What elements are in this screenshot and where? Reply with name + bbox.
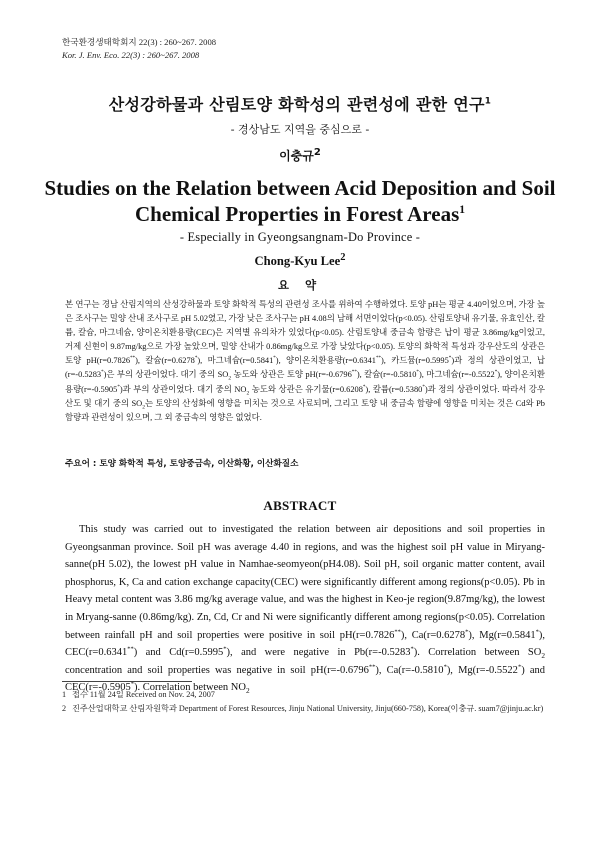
text-run: ), and were negative in Pb(r=-0.5283: [226, 647, 411, 659]
significance-mark: *: [494, 370, 498, 376]
significance-mark: *: [410, 645, 414, 653]
text-run: 본 연구는 경남 산림지역의 산성강하물과 토양 화학적 특성의 관련성 조사를 위하여 수행하였다. 토양 pH는 평균 4.40이었으며, 가장 높은 조사구는 밀양 산내 조사구로 pH 5.02였고, 가장 낮은 조사구는 pH 4.08의 남해 서면이었다(p<0.05). 산림토양내 유기물, 유효인산, 칼륨, 칼슘, 마그네슘, 양이온치환용량(CEC)은 지역별 유의차가 있었다(p<0.05). 산림토양내 중금속 함량은 납이 평균 3.86mg/kg이었고, 거제 신현이 9.87mg/kg으로 가장 높았으며, 밀양 산내가 0.86mg/kg으로 가장 낮았다(p<0.05). 토양의 화학적 특성과 강우산도의 상관은 토양 pH(r=0.7826: [65, 300, 545, 366]
text-run: ), Ca(r=-0.5810: [375, 664, 444, 676]
text-run: 농도와 상관은 유기물(r=0.6208: [249, 384, 363, 394]
text-run: ) and Cd(r=0.5995: [133, 647, 224, 659]
significance-mark: *: [422, 384, 425, 390]
text-run: )과 정의 상관이었다. 따라서 강우산도 및 대기 중의 SO: [65, 384, 545, 408]
english-abstract-body: [65, 521, 545, 697]
english-title: [0, 175, 600, 227]
text-run: )과 정의 상관이었고, 납(r=-0.5283: [65, 356, 545, 380]
text-run: ), 카드뮴(r=0.5995: [380, 356, 449, 366]
text-run: ), 양이온치환용량(r=0.6341: [275, 356, 376, 366]
significance-mark: *: [535, 628, 539, 636]
significance-mark: *: [517, 663, 522, 671]
english-abstract-heading: ABSTRACT: [263, 498, 337, 513]
korean-author: [0, 147, 600, 164]
korean-subtitle: - 경상남도 지역을 중심으로 -: [230, 123, 370, 136]
text-run: ), 양이온치환용량(r=-0.5905: [65, 370, 545, 394]
footnote-2: [62, 703, 547, 715]
text-run: )은 부의 상관이었다. 대기 중의 SO: [103, 370, 229, 380]
text-run: ), 마그네슘(r=-0.5522: [418, 370, 495, 380]
text-run: ), Mg(r=0.5841: [468, 629, 536, 641]
significance-mark: *: [273, 356, 276, 362]
keywords: 주요어 : 토양 화학적 특성, 토양중금속, 이산화황, 이산화질소: [65, 459, 299, 469]
significance-mark: **: [375, 356, 381, 362]
english-title-line-2-text: Chemical Properties in Forest Areas: [134, 202, 460, 226]
significance-mark: *: [130, 680, 134, 688]
footnote-1: [62, 689, 547, 701]
text-run: This study was carried out to investigated the relation between air depositions and soil properties in Gyeongsanman province. Soil pH was average 4.40 in regions, and was the highest soil pH value in Miryang-sanne(pH 5.02), the lowest pH value in Namhae-seomyeon(pH4.08). Soil pH, soil organic matter content, avail phosphorus, K, Ca and cation exchange capacity(CEC) were significantly different among regions(p<0.05). Pb in Heavy metal content was 3.86 mg/kg average value, and was the highest in Keo-je region(9.87mg/kg), the lowest in Mryang-sanne (0.86mg/kg). Zn, Cd, Cr and Ni were significantly different among regions(p<0.05). Correlation between rainfall pH and soil properties were positive in soil pH(r=0.7826: [65, 524, 545, 641]
significance-mark: **: [130, 356, 136, 362]
journal-citation-english: Kor. J. Env. Eco. 22(3) : 260~267. 2008: [62, 49, 200, 60]
journal-header: [62, 36, 216, 61]
footnote-2-number: 2: [62, 704, 67, 713]
journal-citation-korean: 한국환경생태학회지 22(3) : 260~267. 2008: [62, 37, 217, 47]
english-title-footnote-mark[interactable]: 1: [459, 204, 466, 216]
english-subtitle: - Especially in Gyeongsangnam-Do Province -: [179, 230, 421, 244]
text-run: ), 마그네슘(r=0.5841: [197, 356, 274, 366]
korean-title-text: 산성강하물과 산림토양 화학성의 관련성에 관한 연구: [108, 95, 485, 114]
text-run: ), Mg(r=-0.5522: [446, 664, 518, 676]
significance-mark: *: [101, 370, 104, 376]
text-run: ), 칼슘(r=-0.5810: [356, 370, 417, 380]
significance-mark: **: [127, 645, 134, 653]
text-run: ), CEC(r=0.6341: [65, 629, 546, 659]
english-author: [0, 252, 600, 269]
significance-mark: **: [351, 370, 357, 376]
text-run: ), Ca(r=0.6278: [400, 629, 466, 641]
text-run: ). Correlation between NO: [133, 682, 246, 694]
korean-abstract-body: [65, 298, 545, 425]
english-author-footnote-mark[interactable]: 2: [340, 252, 346, 263]
text-run: 농도와 상관은 토양 pH(r=-0.6796: [231, 370, 352, 380]
english-title-line-1: Studies on the Relation between Acid Deposition and Soil: [44, 176, 556, 200]
text-run: ), 칼륨(r=0.5380: [365, 384, 423, 394]
significance-mark: **: [368, 663, 376, 671]
text-run: ) and CEC(r=-0.5905: [65, 664, 545, 694]
chemical-subscript: 2: [142, 404, 145, 411]
footnote-divider: [62, 681, 192, 682]
korean-title-footnote-mark[interactable]: 1: [484, 96, 492, 107]
english-author-name: Chong-Kyu Lee: [254, 254, 341, 269]
significance-mark: *: [194, 356, 198, 362]
text-run: ), 칼슘(r=0.6278: [135, 356, 195, 366]
text-run: )과 부의 상관이었다. 대기 중의 NO: [119, 384, 247, 394]
significance-mark: *: [465, 628, 469, 636]
korean-author-footnote-mark[interactable]: 2: [313, 147, 321, 158]
footnote-1-text: 접수 11월 24일 Received on Nov. 24, 2007: [72, 690, 215, 699]
korean-abstract-heading: 요 약: [277, 278, 323, 292]
footnote-1-number: 1: [62, 690, 67, 699]
significance-mark: **: [394, 628, 401, 636]
significance-mark: *: [443, 663, 447, 671]
significance-mark: *: [448, 356, 452, 362]
significance-mark: *: [416, 370, 419, 376]
footnote-2-text[interactable]: 진주산업대학교 산림자원학과 Department of Forest Resources, Jinju National University, Jinju(660-758), Korea(이충규. suam7@jinju.ac.kr): [72, 704, 544, 713]
text-run: ). Correlation between SO: [413, 647, 542, 659]
chemical-subscript: 2: [245, 686, 250, 696]
chemical-subscript: 2: [246, 390, 250, 397]
english-title-line-2: [0, 201, 600, 227]
korean-title: [0, 92, 600, 115]
significance-mark: *: [117, 384, 120, 390]
text-run: 는 토양의 산성화에 영향을 미치는 것으로 사료되며, 그리고 토양 내 중금속 함량에 영향을 미치는 것은 Cd와 Pb함량과 관련성이 있으며, 그 외 중금속의 영향은 없었다.: [65, 398, 545, 422]
korean-author-name: 이충규: [279, 149, 314, 163]
significance-mark: *: [362, 384, 366, 390]
chemical-subscript: 2: [541, 651, 545, 661]
chemical-subscript: 2: [228, 376, 232, 383]
significance-mark: *: [223, 645, 227, 653]
text-run: concentration and soil properties was negative in soil pH(r=-0.6796: [65, 664, 369, 676]
